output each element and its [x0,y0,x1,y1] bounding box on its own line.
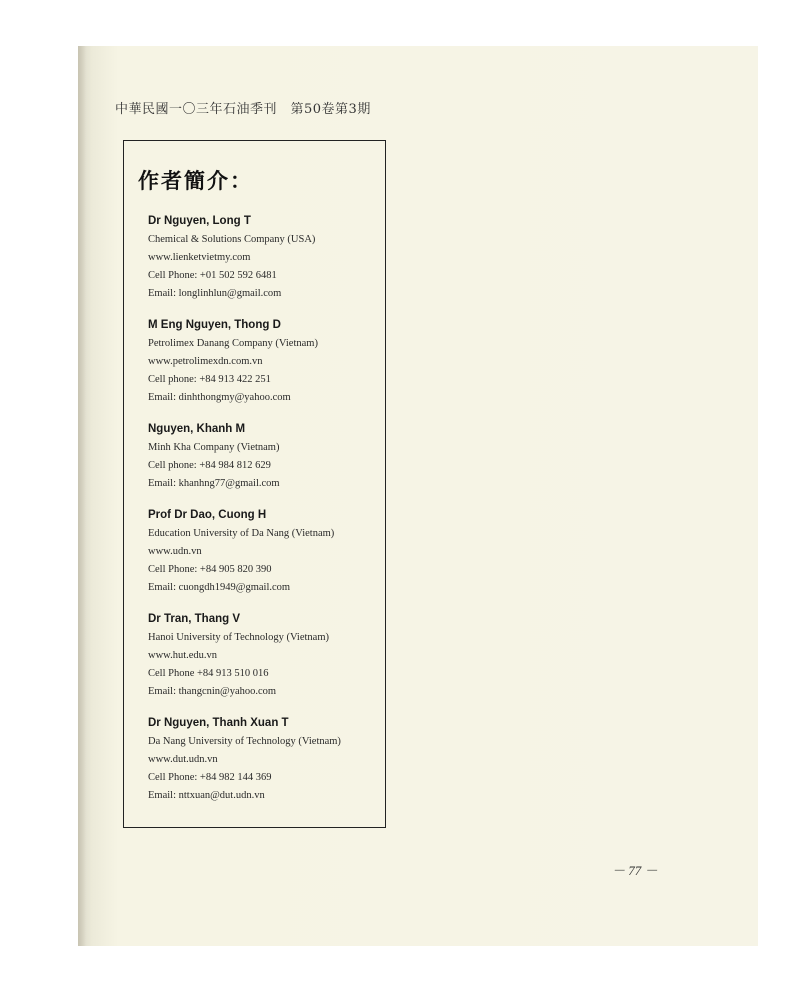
author-entry [148,611,383,715]
author-entry [148,421,383,507]
author-website: www.hut.edu.vn [148,650,218,661]
author-phone: Cell Phone: +01 502 592 6481 [148,270,277,281]
author-website: www.dut.udn.vn [148,754,218,765]
binding-shadow [78,46,86,946]
author-email: Email: dinhthongmy@yahoo.com [148,392,291,403]
author-phone: Cell Phone: +84 905 820 390 [148,564,272,575]
author-email: Email: longlinhlun@gmail.com [148,288,282,299]
author-entry [148,317,383,421]
running-head: 中華民國一〇三年石油季刊 第50卷第3期 [115,102,371,117]
author-email: Email: khanhng77@gmail.com [148,478,280,489]
author-list [148,213,383,819]
author-affiliation: Da Nang University of Technology (Vietnam) [148,736,341,747]
author-phone: Cell Phone +84 913 510 016 [148,668,269,679]
author-website: www.lienketvietmy.com [148,252,251,263]
author-affiliation: Education University of Da Nang (Vietnam) [148,528,335,539]
author-affiliation: Minh Kha Company (Vietnam) [148,442,280,453]
author-name: Dr Tran, Thang V [148,613,241,625]
author-name: Dr Nguyen, Long T [148,215,251,227]
author-email: Email: nttxuan@dut.udn.vn [148,790,265,801]
author-affiliation: Petrolimex Danang Company (Vietnam) [148,338,318,349]
author-entry [148,213,383,317]
author-phone: Cell phone: +84 984 812 629 [148,460,271,471]
author-name: Dr Nguyen, Thanh Xuan T [148,717,289,729]
author-email: Email: thangcnin@yahoo.com [148,686,277,697]
author-website: www.udn.vn [148,546,202,557]
author-phone: Cell phone: +84 913 422 251 [148,374,271,385]
page-number: － 77 － [612,863,658,878]
author-entry [148,715,383,819]
author-bio-box [123,140,386,828]
author-name: M Eng Nguyen, Thong D [148,319,281,331]
author-entry [148,507,383,611]
bio-heading: 作者簡介： [138,169,253,193]
author-email: Email: cuongdh1949@gmail.com [148,582,291,593]
author-phone: Cell Phone: +84 982 144 369 [148,772,272,783]
author-website: www.petrolimexdn.com.vn [148,356,263,367]
author-affiliation: Hanoi University of Technology (Vietnam) [148,632,329,643]
author-affiliation: Chemical & Solutions Company (USA) [148,234,316,245]
author-name: Prof Dr Dao, Cuong H [148,509,267,521]
author-name: Nguyen, Khanh M [148,423,246,435]
